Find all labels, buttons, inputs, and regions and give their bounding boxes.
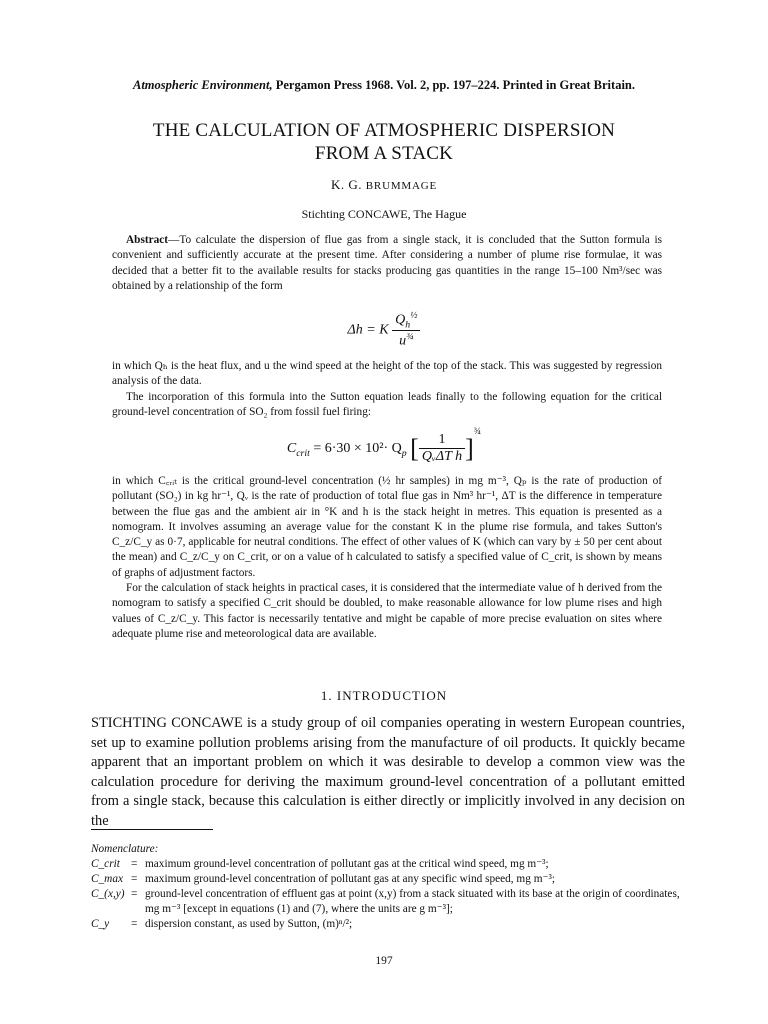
title-line-1: THE CALCULATION OF ATMOSPHERIC DISPERSION xyxy=(152,120,616,141)
author-initials: K. G. xyxy=(331,177,366,192)
eq1-denominator: u xyxy=(399,334,407,350)
journal-name: Atmospheric Environment, xyxy=(133,78,273,92)
equation-plume-rise xyxy=(0,310,768,350)
abstract-text-4: in which C꜀ᵣᵢₜ is the critical ground-level concentration (½ hr samples) in mg m⁻³, Qₚ is the rate of production of pollutant (SO₂) in kg hr⁻¹, Qᵥ is the rate of production of total flue gas in Nm³ hr⁻¹, ΔT is the difference in temperature between the flue gas and the ambient air in °K and h is the stack height in metres. This equation is presented as a nomogram. It involves assuming an average value for the constant K in the plume rise formula, and takes Sutton's C_z/C_y as 0·7, applicable for neutral conditions. The effect of other values of K (which can vary by ± 50 per cent about the mean) and C_z/C_y on C_crit, or on a value of h calculated to satisfy a specified value of C_crit, is shown by means of graphs of adjustment factors. xyxy=(112,475,662,579)
nomenclature xyxy=(91,842,685,932)
nomenclature-symbol: C_y xyxy=(91,918,110,930)
abstract-text-1: —To calculate the dispersion of flue gas from a single stack, it is concluded that the Sutton formula is convenient and sufficiently accurate at the present time. After considering a number of plume rise formulae, it was decided that a better fit to the available results for stacks producing gas quantities in the range 15–100 Nm³/sec was obtained by a relationship of the form xyxy=(112,234,662,292)
eq2-lhs-sub: crit xyxy=(296,447,310,459)
intro-lead: STICHTING xyxy=(91,715,167,731)
eq2-numerator: 1 xyxy=(419,432,465,449)
author xyxy=(0,177,768,193)
eq2-fraction xyxy=(419,432,465,465)
nomenclature-definition: maximum ground-level concentration of pollutant gas at the critical wind speed, mg m⁻³; xyxy=(145,858,549,870)
nomenclature-row xyxy=(91,872,685,887)
eq2-denominator: QᵥΔT h xyxy=(421,449,463,465)
nomenclature-row xyxy=(91,887,685,917)
nomenclature-symbol: C_max xyxy=(91,873,124,885)
author-surname: BRUMMAGE xyxy=(365,180,437,192)
nomenclature-symbol: C_(x,y) xyxy=(91,888,125,900)
nomenclature-row xyxy=(91,917,685,932)
eq1-den-sup: ¾ xyxy=(406,331,414,343)
footnote-rule xyxy=(91,829,213,830)
eq1-num-sup: ½ xyxy=(410,310,418,321)
equation-critical-concentration: $C_{crit} = 6\cdot 30 \times 10^2\cdot Q_p$ [ $\frac{1}{\text{QᵥΔT h}}$ ]$^{\frac{3}{4}}$ xyxy=(286,426,482,465)
abstract-text-2: in which Qₕ is the heat flux, and u the wind speed at the height of the top of the stack. This was suggested by regression analysis of the data. xyxy=(112,360,662,388)
nomenclature-definition: ground-level concentration of effluent gas at point (x,y) from a stack situated with its base at the origin of coordinates, mg m⁻³ [except in equations (1) and (7), where the units are g m⁻³]; xyxy=(145,888,680,915)
title-line-2: FROM A STACK xyxy=(314,143,454,164)
introduction-body xyxy=(91,714,685,831)
eq1-num-sub: h xyxy=(405,319,411,331)
nomenclature-definition: maximum ground-level concentration of pollutant gas at any specific wind speed, mg m⁻³; xyxy=(145,873,555,885)
abstract-label: Abstract xyxy=(126,234,169,246)
section-heading-introduction: 1. INTRODUCTION xyxy=(320,688,448,703)
nomenclature-title: Nomenclature: xyxy=(91,843,159,855)
paper-title xyxy=(0,119,768,165)
eq2-lhs: C xyxy=(286,441,297,456)
eq1-numerator: Q xyxy=(395,312,406,328)
page-number: 197 xyxy=(375,955,393,967)
abstract-para-2 xyxy=(112,359,662,420)
eq1-fraction xyxy=(392,310,420,350)
nomenclature-row xyxy=(91,857,685,872)
abstract-para-4 xyxy=(112,474,662,642)
journal-details: Pergamon Press 1968. Vol. 2, pp. 197–224. Printed in Great Britain. xyxy=(272,78,635,92)
journal-header xyxy=(0,78,768,93)
nomenclature-equals: = xyxy=(131,888,138,900)
eq2-exponent: ¾ xyxy=(473,426,482,437)
abstract-para-1 xyxy=(112,233,662,294)
intro-text: CONCAWE is a study group of oil companies operating in western European countries, set up to examine pollution problems arising from the manufacture of oil products. It quickly became apparent that an important problem on which it was desirable to develop a common view was the calculation procedure for deriving the maximum ground-level concentration of a pollutant emitted from a single stack, because this calculation is either directly or implicitly involved in any decision on the xyxy=(91,715,685,829)
eq2-middle: = 6·30 × 10²· Q xyxy=(309,441,402,456)
affiliation: Stichting CONCAWE, The Hague xyxy=(301,207,467,221)
eq2-mid-sub: p xyxy=(401,447,407,459)
nomenclature-equals: = xyxy=(131,858,138,870)
nomenclature-definition: dispersion constant, as used by Sutton, (m)ⁿ/²; xyxy=(145,918,353,930)
nomenclature-equals: = xyxy=(131,873,138,885)
nomenclature-symbol: C_crit xyxy=(91,858,120,870)
eq1-lhs: Δh = K xyxy=(347,322,389,338)
abstract-text-5: For the calculation of stack heights in practical cases, it is considered that the intermediate value of h derived from the nomogram to satisfy a specified C_crit should be doubled, to make reasonable allowance for low plume rises and high values of C_z/C_y. This factor is necessarily tentative and might be capable of more precise evaluation on sites where adequate plume rise and meteorological data are available. xyxy=(112,582,662,640)
abstract-text-3: The incorporation of this formula into the Sutton equation leads finally to the following equation for the critical ground-level concentration of SO₂ from fossil fuel firing: xyxy=(112,390,662,418)
nomenclature-equals: = xyxy=(131,918,138,930)
